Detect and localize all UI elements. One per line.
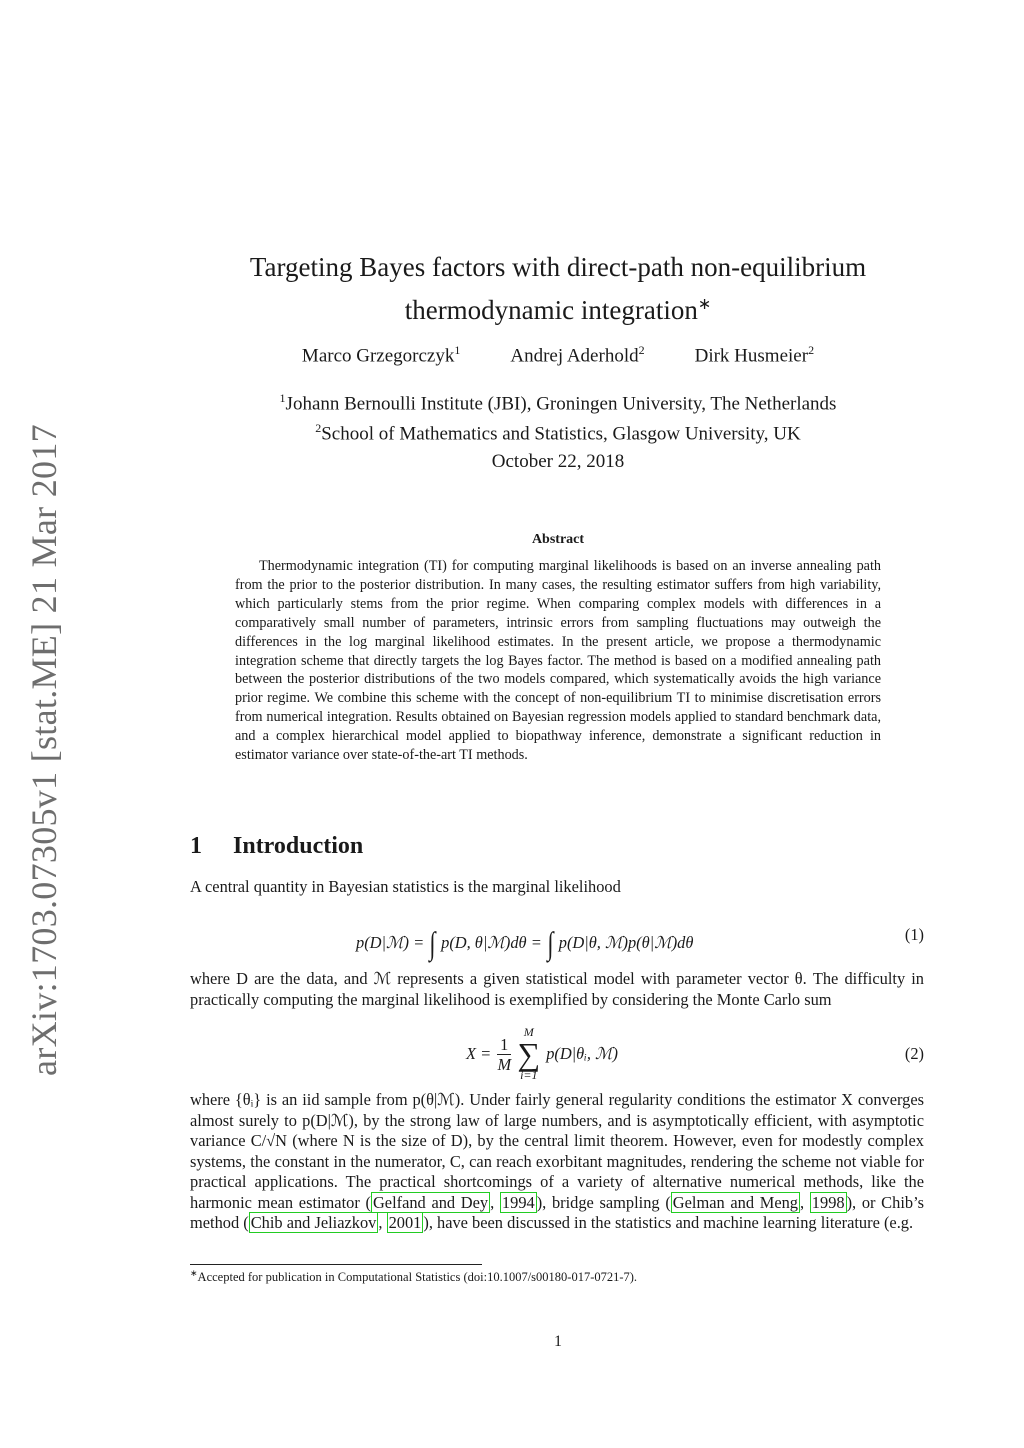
citation-year-1998[interactable]: 1998 — [811, 1192, 845, 1212]
citation-gelman-meng[interactable]: Gelman and Meng — [672, 1192, 798, 1212]
integral-sign-2: ∫ — [547, 925, 554, 961]
section-number: 1 — [190, 833, 202, 859]
author-list — [190, 343, 926, 367]
equation-1-body: p(D|ℳ) = ∫ p(D, θ|ℳ)dθ = ∫ p(D|θ, ℳ)p(θ|ℳ)dθ — [356, 925, 694, 961]
title-footnote-mark: ∗ — [697, 296, 712, 313]
paragraph-data-definition: where D are the data, and ℳ represents a given statistical model with parameter vector θ. The difficulty in practically computing the marginal likelihood is exemplified by considering the Monte Carlo sum — [190, 969, 924, 1009]
arxiv-stamp: arXiv:1703.07305v1 [stat.ME] 21 Mar 2017 — [24, 424, 64, 1076]
abstract-heading: Abstract — [531, 532, 585, 547]
author-2: Andrej Aderhold$^2$ — [510, 343, 645, 367]
equation-1 — [190, 917, 924, 961]
citation-year-1994[interactable]: 1994 — [501, 1192, 535, 1212]
citation-chib-jeliazkov[interactable]: Chib and Jeliazkov — [250, 1213, 377, 1232]
author-1: Marco Grzegorczyk$^1$ — [301, 343, 461, 367]
abstract-body — [235, 557, 881, 765]
equation-2 — [190, 1026, 924, 1082]
abstract-text: Thermodynamic integration (TI) for computing marginal likelihoods is based on an inverse annealing path from the prior to the posterior distribution. In many cases, the resulting estimator suffers from high variability, which particularly stems from the prior regime. When comparing complex models with differences in a comparatively small number of parameters, intrinsic errors from sampling fluctuations may outweigh the differences in the log marginal likelihood estimates. In the present article, we propose a thermodynamic integration scheme that directly targets the log Bayes factor. The method is based on a modified annealing path between the posterior distributions of the two models compared, which systematically avoids the high variance prior regime. We combine this scheme with the concept of non-equilibrium TI to minimise discretisation errors from numerical integration. Results obtained on Bayesian regression models applied to standard benchmark data, and a complex hierarchical model applied to biopathway inference, demonstrate a significant reduction in estimator variance over state-of-the-art TI methods. — [235, 558, 881, 764]
citation-year-2001[interactable]: 2001 — [388, 1213, 422, 1232]
integral-sign-1: ∫ — [429, 925, 436, 961]
paragraph-estimator: where {θᵢ} is an iid sample from p(θ|ℳ). Under fairly general regularity conditions the estimator X converges almost surely to p(D|ℳ), by the strong law of large numbers, and is asymptotically efficient, with asymptotic variance C/√N (where N is the size of D), by the central limit theorem. However, even for modestly complex systems, the constant in the numerator, C, can reach exorbitant magnitudes, rendering the scheme not viable for practical applications. The practical shortcomings of a variety of alternative numerical methods, like the harmonic mean estimator ( Gelfand and Dey , 1994 ), bridge sampling ( Gelman and Meng , 1998 ), or Chib’s method ( Chib and Jeliazkov , 2001 ), have been discussed in the statistics and machine learning literature (e.g. — [190, 1090, 924, 1232]
affiliations — [190, 386, 926, 447]
footnote: ∗Accepted for publication in Computational Statistics (doi:10.1007/s00180-017-0721-7). — [190, 1268, 638, 1285]
author-3: Dirk Husmeier$^2$ — [694, 343, 815, 367]
footnote-divider — [190, 1264, 482, 1265]
section-title: Introduction — [233, 833, 364, 859]
paper-title — [190, 248, 926, 329]
equation-1-label: (1) — [904, 925, 924, 944]
paper-date: October 22, 2018 — [491, 451, 625, 472]
fraction-one-over-m: $\frac{1}{M}$ — [497, 1034, 512, 1074]
citation-gelfand-dey[interactable]: Gelfand and Dey — [372, 1192, 489, 1212]
page-number: 1 — [554, 1333, 562, 1350]
title-line-2: thermodynamic integration∗ — [404, 295, 712, 325]
summation-sign: M ∑ i=1 — [517, 1025, 541, 1082]
intro-sentence: A central quantity in Bayesian statistics is the marginal likelihood — [190, 877, 621, 896]
section-heading — [190, 833, 363, 860]
equation-2-body: X = $\frac{1}{M}$ M ∑ i=1 p(D|θᵢ, ℳ) — [466, 1025, 619, 1082]
affiliation-2: $^2$School of Mathematics and Statistics, Glasgow University, UK — [315, 421, 801, 445]
affiliation-1: $^1$Johann Bernoulli Institute (JBI), Groningen University, The Netherlands — [279, 391, 837, 415]
title-line-1: Targeting Bayes factors with direct-path non-equilibrium — [249, 252, 867, 282]
equation-2-label: (2) — [904, 1044, 924, 1063]
